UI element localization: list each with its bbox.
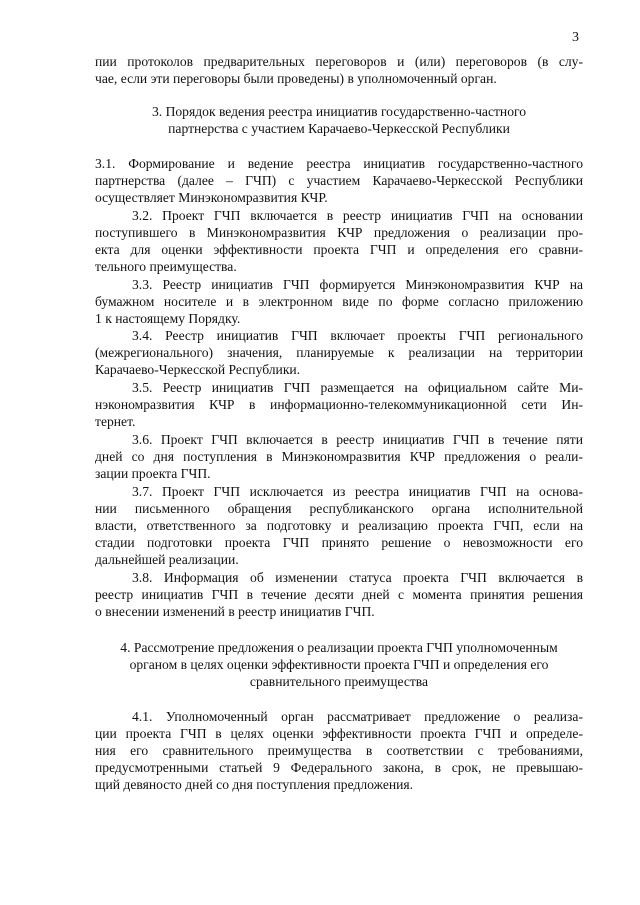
paragraph-3-2-line: 3.2. Проект ГЧП включается в реестр инициатив ГЧП на основании — [132, 208, 583, 223]
section-4-heading: сравнительного преимущества — [249, 674, 429, 689]
paragraph-4-1-line: ции проекта ГЧП в целях оценки эффективности проекта ГЧП и определе- — [95, 726, 583, 741]
paragraph-3-4-line: Карачаево-Черкесской Республики. — [95, 362, 301, 377]
paragraph-3-1-line: 3.1. Формирование и ведение реестра инициатив государственно-частного — [95, 156, 583, 171]
section-3-heading: партнерства с участием Карачаево-Черкесской Республики — [168, 121, 510, 136]
paragraph-4-1-line: ния его сравнительного преимущества в соответствии с требованиями, — [95, 743, 583, 758]
paragraph-3-6-line: зации проекта ГЧП. — [95, 466, 211, 481]
paragraph-3-5-line: нэкономразвития КЧР в информационно-телекоммуникационной сети Ин- — [95, 397, 583, 412]
paragraph-3-5-line: 3.5. Реестр инициатив ГЧП размещается на официальном сайте Ми- — [132, 380, 583, 395]
page-number: 3 — [572, 30, 579, 45]
paragraph-3-2-line: екта для оценки эффективности проекта ГЧП и определения его сравни- — [95, 242, 583, 257]
intro-line: пии протоколов предварительных переговоров и (или) переговоров (в слу- — [95, 54, 583, 69]
paragraph-3-1-line: партнерства (далее – ГЧП) с участием Карачаево-Черкесской Республики — [95, 173, 583, 188]
paragraph-3-7-line: 3.7. Проект ГЧП исключается из реестра инициатив ГЧП на основа- — [132, 484, 583, 499]
section-3-heading: 3. Порядок ведения реестра инициатив государственно-частного — [151, 104, 527, 119]
paragraph-3-1-line: осуществляет Минэкономразвития КЧР. — [95, 190, 328, 205]
section-4-heading: органом в целях оценки эффективности проекта ГЧП и определения его — [129, 657, 549, 672]
paragraph-4-1-line: предусмотренными статьей 9 Федерального закона, в срок, не превышаю- — [95, 760, 583, 775]
paragraph-4-1-line: 4.1. Уполномоченный орган рассматривает предложение о реализа- — [132, 709, 583, 724]
paragraph-3-4-line: (межрегионального) значения, планируемые к реализации на территории — [95, 345, 583, 360]
paragraph-3-7-line: нии письменного обращения республиканского органа исполнительной — [95, 501, 583, 516]
paragraph-3-3-line: бумажном носителе и в электронном виде по форме согласно приложению — [95, 294, 583, 309]
paragraph-3-8-line: 3.8. Информация об изменении статуса проекта ГЧП включается в — [132, 570, 583, 585]
section-4-heading: 4. Рассмотрение предложения о реализации проекта ГЧП уполномоченным — [120, 640, 558, 655]
paragraph-3-4-line: 3.4. Реестр инициатив ГЧП включает проекты ГЧП регионального — [132, 328, 583, 343]
paragraph-4-1-line: щий девяносто дней со дня поступления предложения. — [95, 777, 414, 792]
paragraph-3-7-line: дальнейшей реализации. — [95, 552, 239, 567]
paragraph-3-7-line: стадии подготовки проекта ГЧП принято решение о невозможности его — [95, 535, 583, 550]
paragraph-3-3-line: 3.3. Реестр инициатив ГЧП формируется Минэкономразвития КЧР на — [132, 277, 583, 292]
intro-line: чае, если эти переговоры были проведены) в уполномоченный орган. — [95, 71, 497, 86]
paragraph-3-6-line: дней со дня поступления в Минэкономразвития КЧР предложения о реали- — [95, 449, 583, 464]
paragraph-3-3-line: 1 к настоящему Порядку. — [95, 311, 241, 326]
paragraph-3-7-line: власти, ответственного за подготовку и реализацию проекта ГЧП, если на — [95, 518, 583, 533]
paragraph-3-2-line: тельного преимущества. — [95, 259, 237, 274]
paragraph-3-2-line: поступившего в Минэкономразвития КЧР предложения о реализации про- — [95, 225, 583, 240]
paragraph-3-5-line: тернет. — [95, 414, 136, 429]
paragraph-3-6-line: 3.6. Проект ГЧП включается в реестр инициатив ГЧП в течение пяти — [132, 432, 583, 447]
paragraph-3-8-line: о внесении изменений в реестр инициатив ГЧП. — [95, 604, 375, 619]
paragraph-3-8-line: реестр инициатив ГЧП в течение десяти дней с момента принятия решения — [95, 587, 583, 602]
